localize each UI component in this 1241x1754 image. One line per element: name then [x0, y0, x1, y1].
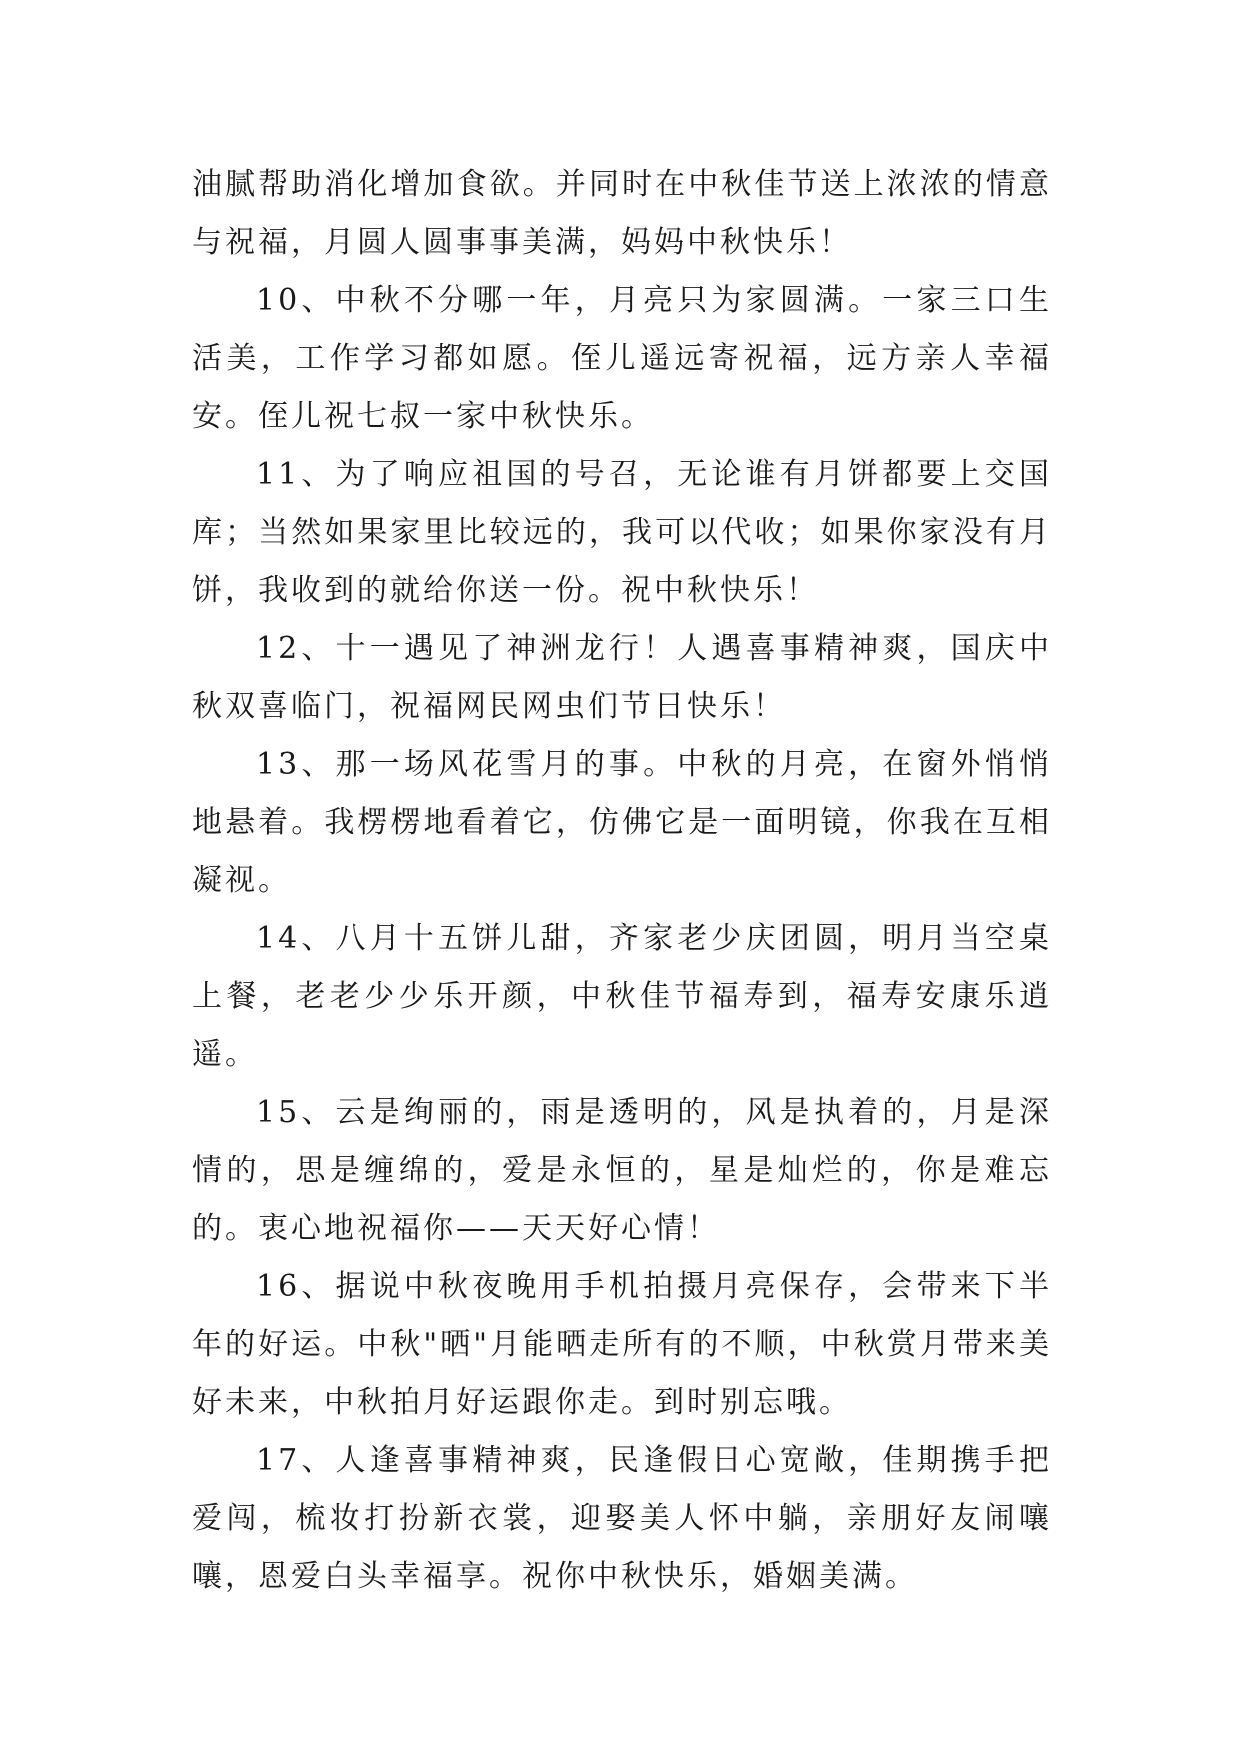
paragraph-item-12: 12、十一遇见了神洲龙行！人遇喜事精神爽，国庆中秋双喜临门，祝福网民网虫们节日快乐！: [192, 631, 1052, 724]
document-body: [192, 156, 1052, 1606]
paragraph-item-14: 14、八月十五饼儿甜，齐家老少庆团圆，明月当空桌上餐，老老少少乐开颜，中秋佳节福寿到，福寿安康乐逍遥。: [192, 921, 1052, 1072]
paragraph-item-11: 11、为了响应祖国的号召，无论谁有月饼都要上交国库；当然如果家里比较远的，我可以代收；如果你家没有月饼，我收到的就给你送一份。祝中秋快乐！: [192, 457, 1052, 608]
paragraph-item-17: 17、人逢喜事精神爽，民逢假日心宽敞，佳期携手把爱闯，梳妆打扮新衣裳，迎娶美人怀中躺，亲朋好友闹嚷嚷，恩爱白头幸福享。祝你中秋快乐，婚姻美满。: [192, 1443, 1052, 1594]
paragraph-item-16: 16、据说中秋夜晚用手机拍摄月亮保存，会带来下半年的好运。中秋"晒"月能晒走所有的不顺，中秋赏月带来美好未来，中秋拍月好运跟你走。到时别忘哦。: [192, 1269, 1052, 1420]
paragraph-item-15: 15、云是绚丽的，雨是透明的，风是执着的，月是深情的，思是缠绵的，爱是永恒的，星是灿烂的，你是难忘的。衷心地祝福你——天天好心情！: [192, 1095, 1052, 1246]
paragraph-item-13: 13、那一场风花雪月的事。中秋的月亮，在窗外悄悄地悬着。我楞楞地看着它，仿佛它是一面明镜，你我在互相凝视。: [192, 747, 1052, 898]
paragraph-continuation: 油腻帮助消化增加食欲。并同时在中秋佳节送上浓浓的情意与祝福，月圆人圆事事美满，妈妈中秋快乐！: [192, 167, 1052, 260]
paragraph-item-10: 10、中秋不分哪一年，月亮只为家圆满。一家三口生活美，工作学习都如愿。侄儿遥远寄祝福，远方亲人幸福安。侄儿祝七叔一家中秋快乐。: [192, 283, 1052, 434]
